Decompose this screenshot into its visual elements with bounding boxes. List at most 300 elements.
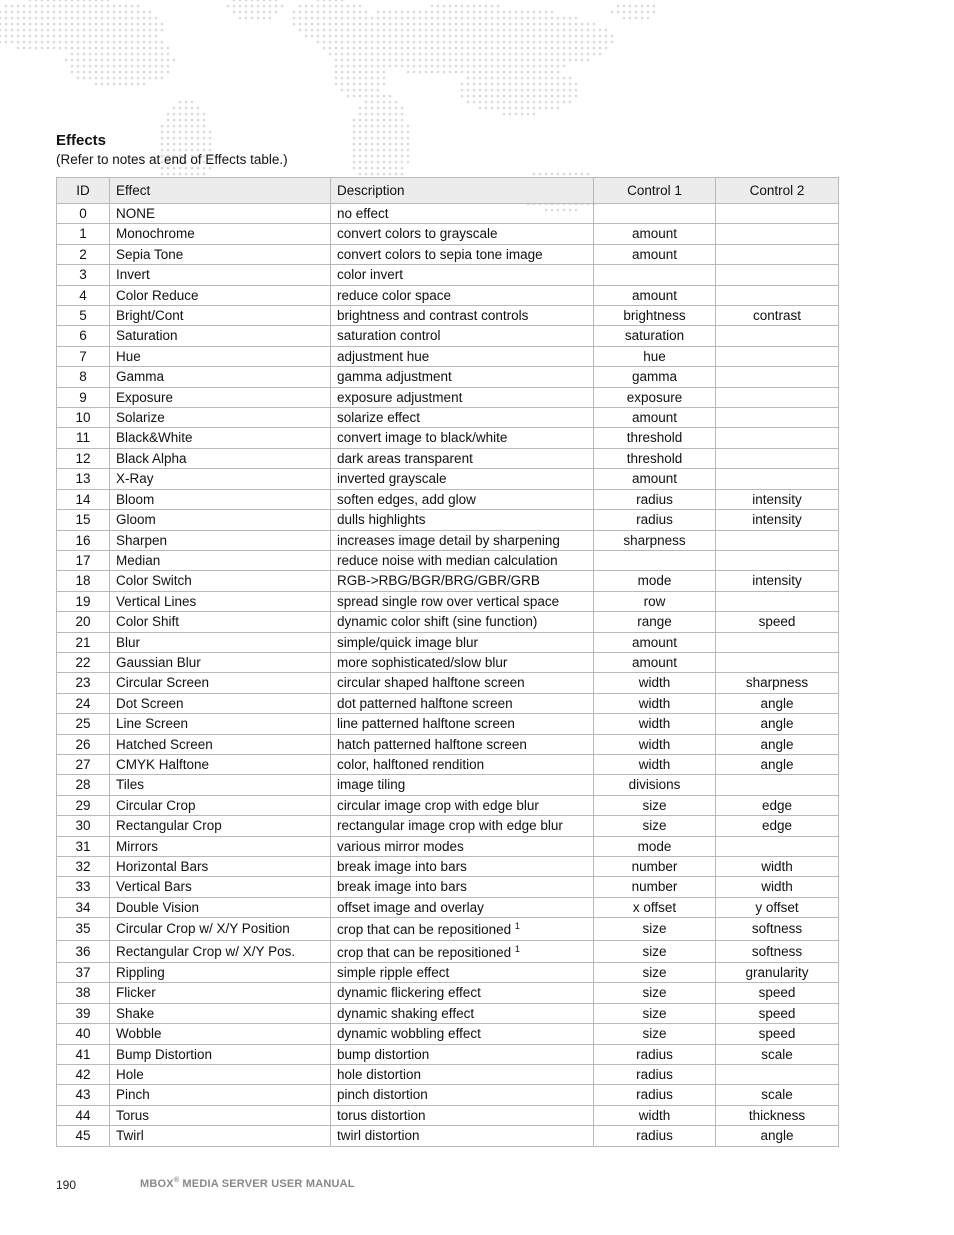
map-dot (437, 23, 440, 26)
cell-description: dynamic wobbling effect (331, 1024, 594, 1044)
cell-control-2 (716, 285, 839, 305)
map-dot (401, 35, 404, 38)
map-dot (47, 5, 50, 8)
map-dot (509, 17, 512, 20)
map-dot (491, 41, 494, 44)
map-dot (371, 65, 374, 68)
map-dot (509, 101, 512, 104)
map-dot (89, 59, 92, 62)
map-dot (137, 71, 140, 74)
map-dot (461, 17, 464, 20)
map-dot (611, 35, 614, 38)
cell-description: offset image and overlay (331, 897, 594, 917)
map-dot (83, 5, 86, 8)
map-dot (185, 107, 188, 110)
map-dot (329, 47, 332, 50)
map-dot (359, 53, 362, 56)
map-dot (299, 17, 302, 20)
map-dot (35, 47, 38, 50)
map-dot (389, 59, 392, 62)
cell-id: 28 (57, 775, 110, 795)
map-dot (395, 11, 398, 14)
map-dot (533, 35, 536, 38)
cell-effect: Sharpen (110, 530, 331, 550)
map-dot (137, 53, 140, 56)
map-dot (383, 65, 386, 68)
map-dot (485, 11, 488, 14)
map-dot (335, 65, 338, 68)
cell-description: circular image crop with edge blur (331, 795, 594, 815)
map-dot (443, 41, 446, 44)
cell-control-2 (716, 591, 839, 611)
map-dot (317, 23, 320, 26)
map-dot (557, 71, 560, 74)
map-dot (359, 113, 362, 116)
map-dot (533, 83, 536, 86)
map-dot (479, 35, 482, 38)
cell-control-2 (716, 836, 839, 856)
map-dot (11, 17, 14, 20)
map-dot (83, 47, 86, 50)
cell-id: 5 (57, 306, 110, 326)
map-dot (161, 59, 164, 62)
map-dot (539, 89, 542, 92)
map-dot (575, 89, 578, 92)
cell-effect: Invert (110, 265, 331, 285)
map-dot (503, 17, 506, 20)
map-dot (395, 107, 398, 110)
map-dot (47, 35, 50, 38)
map-dot (401, 23, 404, 26)
map-dot (353, 23, 356, 26)
map-dot (617, 5, 620, 8)
cell-effect: Shake (110, 1003, 331, 1023)
map-dot (503, 47, 506, 50)
map-dot (491, 47, 494, 50)
map-dot (653, 5, 656, 8)
cell-control-2: contrast (716, 306, 839, 326)
map-dot (383, 77, 386, 80)
column-header-description: Description (331, 178, 594, 204)
map-dot (359, 41, 362, 44)
map-dot (485, 77, 488, 80)
map-dot (635, 17, 638, 20)
map-dot (137, 83, 140, 86)
map-dot (383, 83, 386, 86)
cell-control-1: radius (594, 510, 716, 530)
map-dot (359, 59, 362, 62)
map-dot (401, 47, 404, 50)
map-dot (425, 17, 428, 20)
map-dot (437, 41, 440, 44)
map-dot (509, 65, 512, 68)
map-dot (167, 59, 170, 62)
map-dot (629, 5, 632, 8)
map-dot (0, 29, 1, 32)
map-dot (587, 23, 590, 26)
map-dot (563, 53, 566, 56)
cell-id: 37 (57, 963, 110, 983)
map-dot (77, 23, 80, 26)
table-row (57, 1126, 839, 1146)
map-dot (533, 47, 536, 50)
map-dot (461, 53, 464, 56)
cell-description: dot patterned halftone screen (331, 693, 594, 713)
cell-control-1: exposure (594, 387, 716, 407)
map-dot (0, 41, 1, 44)
map-dot (449, 11, 452, 14)
map-dot (263, 5, 266, 8)
cell-id: 16 (57, 530, 110, 550)
map-dot (101, 29, 104, 32)
map-dot (131, 11, 134, 14)
map-dot (545, 71, 548, 74)
table-row (57, 428, 839, 448)
map-dot (509, 35, 512, 38)
map-dot (119, 53, 122, 56)
map-dot (95, 23, 98, 26)
cell-control-1: amount (594, 652, 716, 672)
map-dot (131, 77, 134, 80)
map-dot (545, 89, 548, 92)
map-dot (65, 29, 68, 32)
map-dot (485, 47, 488, 50)
map-dot (629, 17, 632, 20)
map-dot (545, 29, 548, 32)
map-dot (125, 5, 128, 8)
map-dot (587, 53, 590, 56)
table-row (57, 367, 839, 387)
map-dot (335, 29, 338, 32)
map-dot (125, 47, 128, 50)
map-dot (245, 5, 248, 8)
map-dot (65, 17, 68, 20)
map-dot (491, 53, 494, 56)
map-dot (419, 59, 422, 62)
map-dot (545, 35, 548, 38)
map-dot (467, 59, 470, 62)
map-dot (23, 17, 26, 20)
map-dot (497, 71, 500, 74)
map-dot (539, 41, 542, 44)
map-dot (113, 59, 116, 62)
map-dot (341, 59, 344, 62)
map-dot (113, 41, 116, 44)
map-dot (35, 17, 38, 20)
table-row (57, 963, 839, 983)
map-dot (341, 53, 344, 56)
map-dot (359, 89, 362, 92)
cell-control-2 (716, 632, 839, 652)
map-dot (131, 17, 134, 20)
map-dot (563, 47, 566, 50)
map-dot (203, 119, 206, 122)
map-dot (575, 17, 578, 20)
map-dot (557, 53, 560, 56)
map-dot (449, 59, 452, 62)
map-dot (491, 11, 494, 14)
map-dot (437, 29, 440, 32)
map-dot (53, 11, 56, 14)
map-dot (311, 5, 314, 8)
table-row (57, 550, 839, 570)
map-dot (119, 77, 122, 80)
map-dot (53, 0, 56, 1)
map-dot (473, 23, 476, 26)
map-dot (539, 71, 542, 74)
map-dot (359, 47, 362, 50)
map-dot (425, 71, 428, 74)
table-row (57, 1044, 839, 1064)
map-dot (641, 5, 644, 8)
map-dot (515, 77, 518, 80)
cell-control-2: edge (716, 795, 839, 815)
cell-control-1: radius (594, 489, 716, 509)
table-row (57, 612, 839, 632)
map-dot (437, 47, 440, 50)
map-dot (365, 53, 368, 56)
map-dot (479, 53, 482, 56)
map-dot (467, 101, 470, 104)
map-dot (455, 11, 458, 14)
map-dot (593, 47, 596, 50)
map-dot (461, 5, 464, 8)
cell-effect: Vertical Bars (110, 877, 331, 897)
map-dot (347, 53, 350, 56)
map-dot (479, 11, 482, 14)
map-dot (473, 47, 476, 50)
map-dot (641, 11, 644, 14)
map-dot (5, 5, 8, 8)
map-dot (377, 65, 380, 68)
map-dot (533, 23, 536, 26)
map-dot (47, 11, 50, 14)
map-dot (167, 125, 170, 128)
cell-effect: Black Alpha (110, 448, 331, 468)
map-dot (599, 47, 602, 50)
cell-control-2: edge (716, 816, 839, 836)
cell-control-1: size (594, 816, 716, 836)
map-dot (389, 119, 392, 122)
map-dot (71, 41, 74, 44)
map-dot (107, 53, 110, 56)
map-dot (359, 119, 362, 122)
map-dot (335, 59, 338, 62)
map-dot (539, 53, 542, 56)
map-dot (377, 17, 380, 20)
map-dot (5, 29, 8, 32)
map-dot (143, 53, 146, 56)
map-dot (113, 47, 116, 50)
map-dot (71, 11, 74, 14)
map-dot (389, 11, 392, 14)
map-dot (443, 35, 446, 38)
map-dot (491, 77, 494, 80)
cell-effect: Gloom (110, 510, 331, 530)
map-dot (365, 101, 368, 104)
map-dot (413, 71, 416, 74)
map-dot (89, 71, 92, 74)
map-dot (65, 41, 68, 44)
map-dot (497, 59, 500, 62)
map-dot (149, 77, 152, 80)
cell-effect: Bump Distortion (110, 1044, 331, 1064)
table-row (57, 836, 839, 856)
map-dot (527, 35, 530, 38)
map-dot (101, 41, 104, 44)
map-dot (371, 53, 374, 56)
map-dot (407, 47, 410, 50)
map-dot (119, 17, 122, 20)
map-dot (65, 47, 68, 50)
map-dot (479, 59, 482, 62)
map-dot (515, 11, 518, 14)
cell-description: more sophisticated/slow blur (331, 652, 594, 672)
map-dot (23, 47, 26, 50)
map-dot (413, 17, 416, 20)
map-dot (419, 41, 422, 44)
map-dot (107, 77, 110, 80)
map-dot (395, 35, 398, 38)
map-dot (371, 47, 374, 50)
map-dot (359, 107, 362, 110)
cell-control-2: sharpness (716, 673, 839, 693)
cell-description: hole distortion (331, 1065, 594, 1085)
map-dot (383, 119, 386, 122)
table-row (57, 673, 839, 693)
cell-control-2: angle (716, 734, 839, 754)
map-dot (569, 47, 572, 50)
map-dot (341, 5, 344, 8)
map-dot (491, 107, 494, 110)
map-dot (365, 35, 368, 38)
map-dot (419, 47, 422, 50)
map-dot (347, 41, 350, 44)
map-dot (143, 71, 146, 74)
map-dot (395, 119, 398, 122)
map-dot (431, 65, 434, 68)
map-dot (419, 17, 422, 20)
cell-id: 4 (57, 285, 110, 305)
map-dot (413, 47, 416, 50)
map-dot (389, 95, 392, 98)
map-dot (503, 95, 506, 98)
table-row (57, 244, 839, 264)
map-dot (113, 5, 116, 8)
map-dot (497, 101, 500, 104)
map-dot (497, 65, 500, 68)
map-dot (131, 35, 134, 38)
map-dot (413, 41, 416, 44)
cell-description: circular shaped halftone screen (331, 673, 594, 693)
map-dot (233, 5, 236, 8)
map-dot (167, 53, 170, 56)
map-dot (527, 53, 530, 56)
table-row (57, 469, 839, 489)
table-row (57, 877, 839, 897)
map-dot (587, 29, 590, 32)
map-dot (425, 41, 428, 44)
table-row (57, 918, 839, 940)
map-dot (485, 89, 488, 92)
map-dot (149, 53, 152, 56)
cell-control-1: width (594, 1105, 716, 1125)
map-dot (479, 71, 482, 74)
map-dot (41, 23, 44, 26)
cell-id: 29 (57, 795, 110, 815)
map-dot (491, 83, 494, 86)
map-dot (557, 89, 560, 92)
cell-effect: Vertical Lines (110, 591, 331, 611)
map-dot (41, 11, 44, 14)
map-dot (155, 47, 158, 50)
cell-description: break image into bars (331, 877, 594, 897)
cell-description: simple/quick image blur (331, 632, 594, 652)
cell-id: 42 (57, 1065, 110, 1085)
table-row (57, 940, 839, 962)
map-dot (467, 95, 470, 98)
map-dot (599, 41, 602, 44)
map-dot (77, 35, 80, 38)
map-dot (179, 101, 182, 104)
map-dot (35, 29, 38, 32)
map-dot (353, 53, 356, 56)
map-dot (83, 0, 86, 1)
map-dot (545, 65, 548, 68)
map-dot (557, 77, 560, 80)
map-dot (89, 77, 92, 80)
map-dot (473, 71, 476, 74)
map-dot (125, 71, 128, 74)
map-dot (143, 35, 146, 38)
map-dot (467, 41, 470, 44)
column-header-control-2: Control 2 (716, 178, 839, 204)
map-dot (353, 71, 356, 74)
map-dot (611, 11, 614, 14)
cell-id: 18 (57, 571, 110, 591)
map-dot (269, 17, 272, 20)
map-dot (41, 17, 44, 20)
cell-id: 44 (57, 1105, 110, 1125)
table-row (57, 448, 839, 468)
table-row (57, 326, 839, 346)
map-dot (83, 77, 86, 80)
map-dot (473, 35, 476, 38)
map-dot (491, 101, 494, 104)
cell-id: 22 (57, 652, 110, 672)
map-dot (335, 47, 338, 50)
cell-id: 41 (57, 1044, 110, 1064)
map-dot (479, 29, 482, 32)
cell-description: bump distortion (331, 1044, 594, 1064)
map-dot (593, 53, 596, 56)
map-dot (35, 5, 38, 8)
map-dot (563, 83, 566, 86)
cell-effect: Gamma (110, 367, 331, 387)
map-dot (389, 107, 392, 110)
map-dot (149, 23, 152, 26)
map-dot (353, 29, 356, 32)
map-dot (83, 35, 86, 38)
map-dot (347, 47, 350, 50)
map-dot (5, 35, 8, 38)
map-dot (11, 29, 14, 32)
map-dot (353, 89, 356, 92)
map-dot (401, 59, 404, 62)
table-row (57, 204, 839, 224)
map-dot (455, 23, 458, 26)
map-dot (77, 77, 80, 80)
